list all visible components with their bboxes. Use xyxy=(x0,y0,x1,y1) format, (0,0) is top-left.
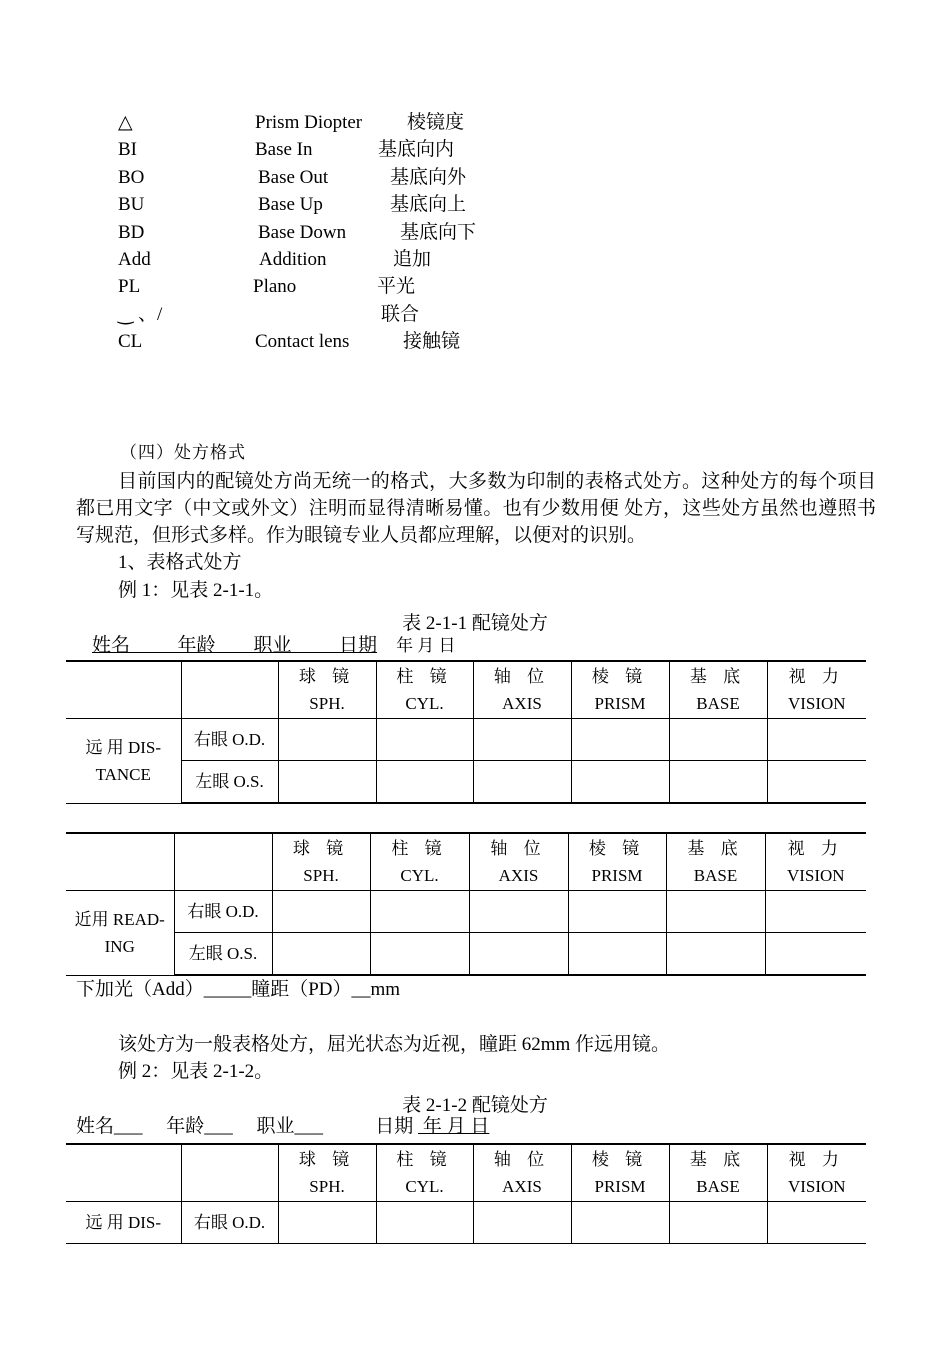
date-ymd-2: 年 月 日 xyxy=(418,1116,490,1137)
usage-label: 近用 READ-ING xyxy=(66,891,174,976)
value-cell xyxy=(765,891,866,933)
value-cell xyxy=(376,719,473,761)
eye-label: 左眼 O.S. xyxy=(174,933,272,976)
abbr-chinese: 基底向上 xyxy=(390,194,467,216)
value-cell xyxy=(669,719,767,761)
abbr-chinese: 棱镜度 xyxy=(407,112,465,133)
usage-label: 远 用 DIS-TANCE xyxy=(66,719,181,804)
table1-distance xyxy=(66,660,866,804)
value-cell xyxy=(473,1202,571,1244)
item-1: 1、表格式处方 xyxy=(118,552,242,573)
add-blank: _____ xyxy=(203,979,252,1000)
name-label: 姓名 xyxy=(92,635,131,656)
table-header-row xyxy=(66,661,866,719)
pd-label: 瞳距（PD） xyxy=(251,979,352,1000)
value-cell xyxy=(376,1202,473,1244)
abbr-english: Base Down xyxy=(258,221,347,243)
table2-title: 表 2-1-2 配镜处方 xyxy=(402,1095,548,1116)
abbr-english: Base In xyxy=(255,139,313,161)
value-cell xyxy=(767,761,866,804)
abbr-chinese: 平光 xyxy=(377,276,416,298)
header-cyl: 柱 镜 CYL. xyxy=(376,1144,473,1202)
abbr-english: Prism Diopter xyxy=(255,112,363,133)
header-prism: 棱 镜 PRISM xyxy=(571,661,669,719)
value-cell xyxy=(571,1202,669,1244)
abbr-abbr: BI xyxy=(118,139,137,161)
header-prism: 棱 镜 PRISM xyxy=(568,833,666,891)
value-cell xyxy=(767,719,866,761)
eye-label: 右眼 O.D. xyxy=(181,719,278,761)
value-cell xyxy=(278,1202,376,1244)
header-vision: 视 力 VISION xyxy=(767,661,866,719)
value-cell xyxy=(669,761,767,804)
abbr-abbr: PL xyxy=(118,276,141,298)
occupation-label: 职业 xyxy=(253,635,292,656)
header-sph: 球 镜 SPH. xyxy=(278,1144,376,1202)
header-base: 基 底 BASE xyxy=(666,833,765,891)
age-field: 年龄___ xyxy=(166,1116,233,1137)
abbr-chinese: 联合 xyxy=(381,303,420,325)
header-corner-cell xyxy=(66,833,174,891)
value-cell xyxy=(571,761,669,804)
abbr-chinese: 追加 xyxy=(393,249,432,270)
value-cell xyxy=(473,719,571,761)
table1-info xyxy=(92,636,456,655)
table-header-row xyxy=(66,833,866,891)
paragraph-1: 目前国内的配镜处方尚无统一的格式，大多数为印制的表格式处方。这种处方的每个项目都已用文字（中文或外文）注明而显得清晰易懂。也有少数用便 处方，这些处方虽然也遵照书写规范，但形式多样。作为眼镜专业人员都应理解，以便对的识别。 xyxy=(76,471,876,546)
paragraph-body xyxy=(76,468,876,549)
abbr-english: Addition xyxy=(259,249,327,270)
abbr-chinese: 基底向外 xyxy=(390,166,467,188)
abbr-abbr: BO xyxy=(118,166,145,188)
eye-label: 右眼 O.D. xyxy=(174,891,272,933)
header-cyl: 柱 镜 CYL. xyxy=(376,661,473,719)
table-row xyxy=(66,933,866,976)
header-base: 基 底 BASE xyxy=(669,1144,767,1202)
date-field: 日期 xyxy=(375,1116,414,1137)
pd-blank: __ xyxy=(351,979,371,1000)
header-sph: 球 镜 SPH. xyxy=(278,661,376,719)
age-label: 年龄 xyxy=(177,635,216,656)
header-corner-cell xyxy=(66,661,181,719)
abbr-abbr: △ xyxy=(118,112,133,133)
table1-title: 表 2-1-1 配镜处方 xyxy=(402,613,548,634)
value-cell xyxy=(278,719,376,761)
header-eye-cell xyxy=(181,1144,278,1202)
value-cell xyxy=(571,719,669,761)
note: 该处方为一般表格处方，屈光状态为近视，瞳距 62mm 作远用镜。 xyxy=(118,1034,671,1055)
abbr-chinese: 基底向下 xyxy=(400,221,477,243)
abbr-abbr: BU xyxy=(118,194,145,216)
header-cyl: 柱 镜 CYL. xyxy=(370,833,469,891)
header-eye-cell xyxy=(181,661,278,719)
name-field: 姓名___ xyxy=(76,1116,143,1137)
example-1: 例 1：见表 2-1-1。 xyxy=(118,580,274,601)
table2 xyxy=(66,1143,866,1244)
header-eye-cell xyxy=(174,833,272,891)
add-label: 下加光（Add） xyxy=(76,979,204,1000)
header-axis: 轴 位 AXIS xyxy=(469,833,568,891)
table-row xyxy=(66,719,866,761)
abbr-english: Base Out xyxy=(258,166,329,188)
pd-unit: mm xyxy=(370,979,401,1000)
example-2: 例 2：见表 2-1-2。 xyxy=(118,1061,274,1082)
table-row xyxy=(66,891,866,933)
value-cell xyxy=(669,1202,767,1244)
abbr-english: Contact lens xyxy=(255,331,350,353)
section-heading: （四）处方格式 xyxy=(120,443,246,462)
value-cell xyxy=(469,933,568,976)
abbr-chinese: 基底向内 xyxy=(378,139,455,161)
header-corner-cell xyxy=(66,1144,181,1202)
header-vision: 视 力 VISION xyxy=(765,833,866,891)
abbr-abbr: ‿ 、/ xyxy=(118,303,163,325)
value-cell xyxy=(568,933,666,976)
abbr-english: Plano xyxy=(253,276,297,298)
value-cell xyxy=(473,761,571,804)
abbr-abbr: BD xyxy=(118,221,145,243)
table1-reading xyxy=(66,832,866,976)
value-cell xyxy=(568,891,666,933)
usage-label: 远 用 DIS- xyxy=(66,1202,181,1244)
value-cell xyxy=(376,761,473,804)
value-cell xyxy=(272,891,370,933)
abbr-abbr: CL xyxy=(118,331,143,353)
value-cell xyxy=(370,933,469,976)
abbr-chinese: 接触镜 xyxy=(403,331,461,353)
abbr-abbr: Add xyxy=(118,249,151,270)
header-prism: 棱 镜 PRISM xyxy=(571,1144,669,1202)
table-row xyxy=(66,761,866,804)
header-axis: 轴 位 AXIS xyxy=(473,661,571,719)
table-row xyxy=(66,1202,866,1244)
value-cell xyxy=(767,1202,866,1244)
header-base: 基 底 BASE xyxy=(669,661,767,719)
abbr-english: Base Up xyxy=(258,194,323,216)
value-cell xyxy=(370,891,469,933)
header-axis: 轴 位 AXIS xyxy=(473,1144,571,1202)
table-header-row xyxy=(66,1144,866,1202)
eye-label: 左眼 O.S. xyxy=(181,761,278,804)
header-sph: 球 镜 SPH. xyxy=(272,833,370,891)
add-pd-line xyxy=(76,980,400,999)
table2-info xyxy=(76,1117,489,1136)
value-cell xyxy=(278,761,376,804)
date-label: 日期 xyxy=(339,635,378,656)
header-vision: 视 力 VISION xyxy=(767,1144,866,1202)
value-cell xyxy=(469,891,568,933)
eye-label: 右眼 O.D. xyxy=(181,1202,278,1244)
occupation-field: 职业___ xyxy=(256,1116,324,1137)
date-ymd: 年 月 日 xyxy=(396,636,456,655)
value-cell xyxy=(765,933,866,976)
value-cell xyxy=(666,933,765,976)
value-cell xyxy=(666,891,765,933)
value-cell xyxy=(272,933,370,976)
